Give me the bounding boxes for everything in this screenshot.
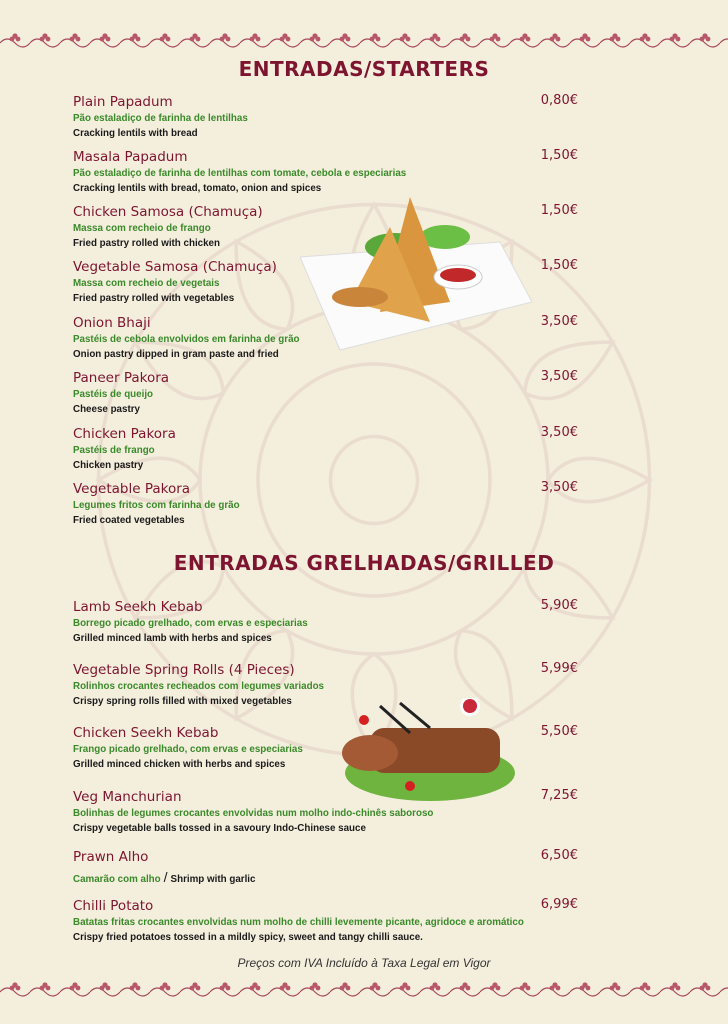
menu-item [73,148,578,196]
menu-item [73,480,578,528]
item-description-pt: Massa com recheio de vegetais [73,278,220,289]
item-name: Chicken Pakora [73,426,176,442]
item-name: Veg Manchurian [73,789,182,805]
section-title-grilled: ENTRADAS GRELHADAS/GRILLED [173,551,555,575]
item-description-pt: Camarão com alho [73,874,161,885]
item-description-pt: Pastéis de queijo [73,389,154,400]
item-description-en: Fried pastry rolled with chicken [73,238,220,249]
ornamental-border-top [0,29,728,51]
separator: / [163,869,168,885]
item-description-en: Crispy vegetable balls tossed in a savoury Indo-Chinese sauce [73,823,366,834]
item-price: 5,90€ [540,598,578,613]
samosa-photo [300,192,532,352]
item-description-pt: Frango picado grelhado, com ervas e especiarias [73,744,303,755]
item-description-en: Crispy fried potatoes tossed in a mildly spicy, sweet and tangy chilli sauce. [73,932,423,943]
item-description-en: Fried coated vegetables [73,515,185,526]
item-name: Prawn Alho [73,849,149,865]
item-description-pt: Rolinhos crocantes recheados com legumes variados [73,681,324,692]
item-description-pt: Pão estaladiço de farinha de lentilhas com tomate, cebola e especiarias [73,168,407,179]
item-description-pt: Pão estaladiço de farinha de lentilhas [73,113,248,124]
item-description-pt: Pastéis de cebola envolvidos em farinha de grão [73,334,300,345]
item-name: Chicken Samosa (Chamuça) [73,204,263,220]
item-description-pt: Legumes fritos com farinha de grão [73,500,240,511]
item-description-pt: Bolinhas de legumes crocantes envolvidas num molho indo-chinês saboroso [73,808,434,819]
item-name: Vegetable Samosa (Chamuça) [73,259,277,275]
item-price: 7,25€ [540,788,578,803]
item-price: 1,50€ [540,148,578,163]
item-price: 3,50€ [540,369,578,384]
item-price: 1,50€ [540,258,578,273]
item-price: 3,50€ [540,425,578,440]
item-description-en: Fried pastry rolled with vegetables [73,293,235,304]
item-description-en: Grilled minced lamb with herbs and spices [73,633,272,644]
item-price: 5,50€ [540,724,578,739]
item-name: Vegetable Spring Rolls (4 Pieces) [73,662,295,678]
item-description-pt: Massa com recheio de frango [73,223,211,234]
menu-item [73,598,578,646]
item-description-en: Crispy spring rolls filled with mixed vegetables [73,696,292,707]
item-price: 3,50€ [540,480,578,495]
item-name: Paneer Pakora [73,370,170,386]
item-description-pt: Borrego picado grelhado, com ervas e especiarias [73,618,308,629]
item-name: Chicken Seekh Kebab [73,725,219,741]
menu-item [73,369,578,417]
item-description-en: Chicken pastry [73,460,144,471]
item-description-en: Shrimp with garlic [170,874,256,885]
item-price: 3,50€ [540,314,578,329]
item-name: Masala Papadum [73,149,188,165]
item-name: Vegetable Pakora [73,481,191,497]
ornamental-border-bottom [0,978,728,1000]
section-title-starters: ENTRADAS/STARTERS [238,57,490,81]
item-description-en: Onion pastry dipped in gram paste and fried [73,349,279,360]
kebab-photo [340,698,522,806]
item-price: 0,80€ [540,93,578,108]
item-name: Plain Papadum [73,94,173,110]
item-description-pt: Pastéis de frango [73,445,155,456]
item-name: Onion Bhaji [73,315,151,331]
item-description-pt: Batatas fritas crocantes envolvidas num molho de chilli levemente picante, agridoce e aromático [73,917,524,928]
item-description-en: Cracking lentils with bread, tomato, onion and spices [73,183,322,194]
item-price: 1,50€ [540,203,578,218]
item-description-en: Grilled minced chicken with herbs and spices [73,759,286,770]
menu-item [73,93,578,141]
item-name: Lamb Seekh Kebab [73,599,203,615]
item-price: 6,99€ [540,897,578,912]
item-price: 6,50€ [540,848,578,863]
item-description-en: Cheese pastry [73,404,140,415]
menu-item [73,425,578,473]
vat-notice: Preços com IVA Incluído à Taxa Legal em Vigor [237,956,491,970]
menu-item [73,897,578,945]
menu-item [73,848,578,887]
item-price: 5,99€ [540,661,578,676]
item-name: Chilli Potato [73,898,154,914]
item-description-en: Cracking lentils with bread [73,128,198,139]
